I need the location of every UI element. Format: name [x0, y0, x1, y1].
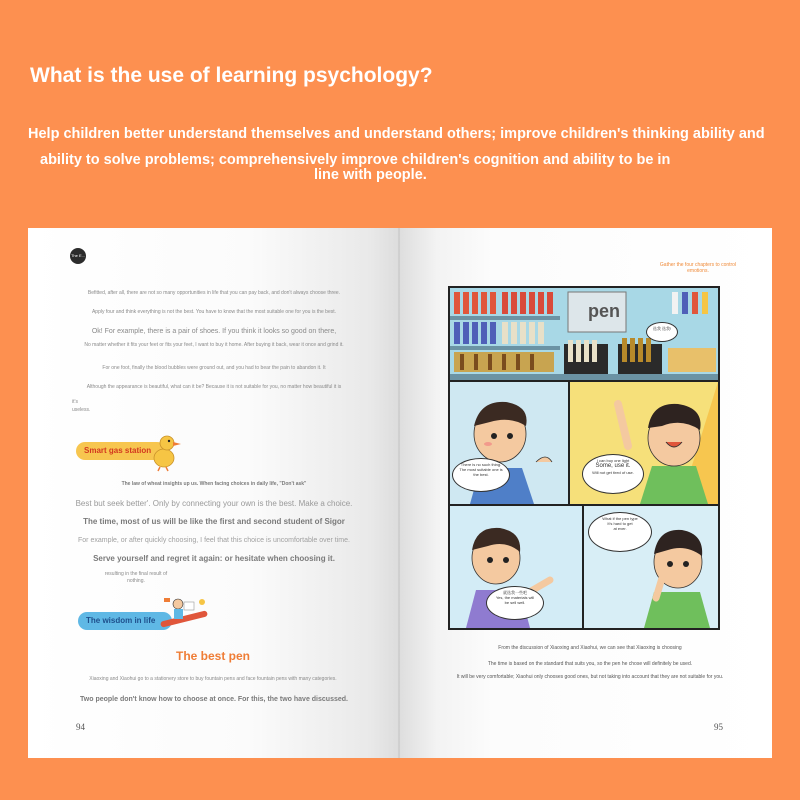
- pen-shelf-illustration: [450, 288, 718, 380]
- right-page: [400, 228, 772, 758]
- speech-line-b: Some, use it.: [595, 463, 631, 469]
- quote-line-5: Serve yourself and regret it again: or hesitate when choosing it.: [93, 554, 335, 563]
- speech-bubble-shelf: 选我 选我!: [646, 322, 678, 342]
- caption-line-3: It will be very comfortable; Xiaohui only chooses good ones, but not taking into account that they are not suitable for you.: [456, 674, 724, 680]
- paragraph-6: Although the appearance is beautiful, what can it be? Because it is not suitable for you, no matter how beautiful it is: [86, 384, 342, 390]
- speech-bubble-right-boy: [582, 454, 644, 494]
- open-book: [28, 228, 772, 758]
- smart-gas-station-text: Smart gas station: [84, 446, 152, 455]
- wisdom-in-life-text: The wisdom in life: [86, 616, 156, 625]
- paragraph-7b: useless.: [72, 407, 91, 413]
- comic-panel-pointing-boy: [450, 506, 582, 628]
- caption-line-1: From the discussion of Xiaoxing and Xiaohui, we can see that Xiaoxing is choosing: [498, 645, 682, 651]
- comic-panel-worried-boy: [584, 506, 718, 628]
- comic-panel-excited-boy: [570, 382, 718, 504]
- paragraph-3: Ok! For example, there is a pair of shoes. If you think it looks so good on there,: [91, 328, 337, 335]
- speech-line-b: Yes, the materials will: [495, 595, 535, 600]
- speech-line-c: be sell well.: [504, 600, 526, 605]
- page-number-left: 94: [76, 722, 85, 732]
- left-page: [28, 228, 400, 758]
- subtitle-line-2: ability to solve problems; comprehensively improve children's cognition and ability to be in: [40, 152, 671, 168]
- comic-panel-shelf: [450, 288, 718, 380]
- quote-line-2: Best but seek better'. Only by connecting your own is the best. Make a choice.: [75, 499, 353, 508]
- publisher-logo: The E...: [70, 248, 86, 264]
- speech-line-b: It's hard to get: [607, 521, 633, 526]
- speech-line-a: What if the pen type: [602, 516, 638, 521]
- comic-panel-thinking-boy: [450, 382, 568, 504]
- paragraph-1: Befitted, after all, there are not so many opportunities in life that you can pay back, and don't always choose three.: [87, 290, 341, 296]
- speech-line-a: I can buy one light: [596, 458, 630, 463]
- page-headline: What is the use of learning psychology?: [30, 64, 433, 87]
- speech-line-c: Will not get tired of use.: [592, 470, 634, 475]
- paragraph-4: No matter whether it fits your feet or fits your feet, I want to buy it home. After buying it back, wear it once and grind it.: [84, 342, 344, 348]
- speech-bubble-left-boy: There is no such thing. The most suitable one is the best.: [452, 458, 510, 492]
- subtitle-line-3: line with people.: [314, 167, 427, 183]
- speech-bubble-worried-boy: [588, 512, 652, 552]
- duck-mascot-illustration: [146, 432, 184, 472]
- story-paragraph-1: Xiaoxing and Xiaohui go to a stationery store to buy fountain pens and face fountain pens with many categories.: [89, 676, 337, 682]
- best-pen-title: The best pen: [175, 649, 250, 663]
- caption-line-2: The time is based on the standard that suits you, so the pen he chose will definitely be used.: [487, 661, 693, 667]
- reading-child-illustration: [156, 594, 216, 634]
- comic-strip: [448, 286, 720, 630]
- quote-line-3: The time, most of us will be like the first and second student of Sigor: [83, 517, 345, 526]
- subtitle-line-1: Help children better understand themselves and understand others; improve children's thinking ability and: [28, 126, 765, 142]
- speech-line-a: 就选我一些吧: [503, 590, 527, 595]
- paragraph-7a: it's: [72, 399, 78, 405]
- quote-line-6: resulting in the final result of nothing.: [104, 571, 168, 584]
- page-number-right: 95: [714, 722, 723, 732]
- paragraph-2: Apply four and think everything is not the best. You have to know that the most suitable one for you is the best.: [91, 309, 337, 315]
- paragraph-5: For one foot, finally the blood bubbles were ground out, and you had to bear the pain to abandon it. It: [102, 365, 326, 371]
- quote-line-4: For example, or after quickly choosing, I feel that this choice is uncomfortable over time.: [78, 537, 350, 544]
- quote-line-1: The law of wheat insights up us. When facing choices in daily life, "Don't ask": [121, 481, 307, 487]
- speech-line-c: at ever.: [613, 526, 627, 531]
- pen-sign-text: pen: [588, 301, 621, 321]
- speech-bubble-pointing-boy: [486, 586, 544, 620]
- chapter-note: Gather the four chapters to control emotions.: [659, 262, 737, 274]
- story-paragraph-2: Two people don't know how to choose at once. For this, the two have discussed.: [80, 696, 348, 703]
